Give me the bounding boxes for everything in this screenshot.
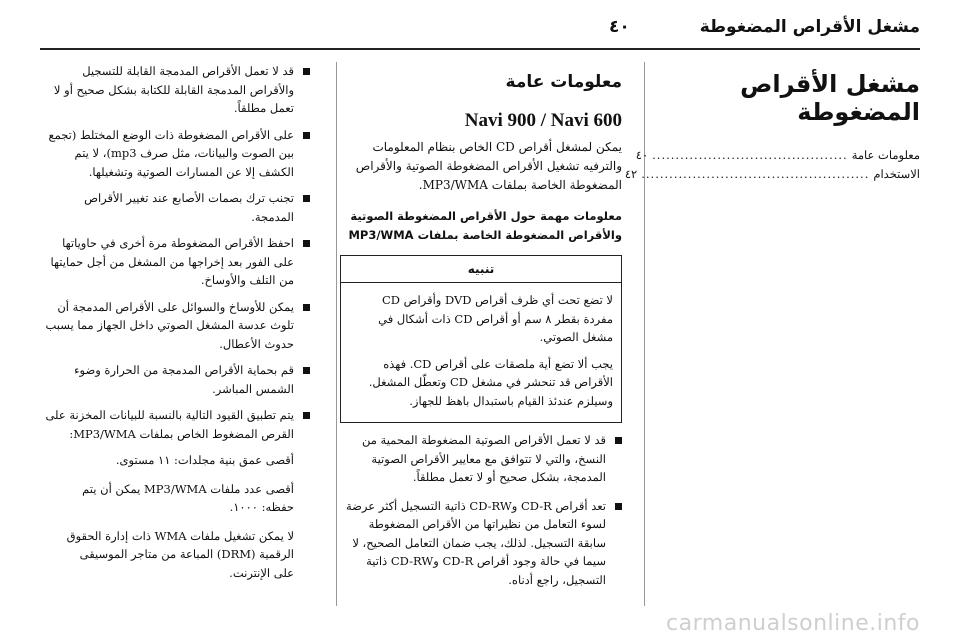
list-item-text: تعد أقراص CD-R وCD-RW ذاتية التسجيل أكثر عرضة لسوء التعامل من نظيراتها من الأقراص المضغوطة سابقة التسجيل. لذلك، يجب ضمان التعامل الصحيح، لا سيما في حالة وجود أقراص CD-R وCD-RW ذاتية التسجيل، راجع أدناه.	[345, 498, 606, 587]
page-header	[40, 10, 920, 44]
bullet-square-icon	[303, 240, 310, 247]
toc-page: ٤٢	[624, 167, 638, 181]
column-toc	[624, 62, 920, 612]
list-item-text: قد لا تعمل الأقراص الصوتية المضغوطة المحمية من النسخ، والتي لا تتوافق مع معايير الأقراص الصوتية المدمجة، بشكل صحيح أو لا تعمل مطلقاً.	[361, 433, 606, 484]
caution-title: تنبيه	[341, 256, 621, 283]
bullet-square-icon	[303, 304, 310, 311]
caution-paragraph: يجب ألا تضع أية ملصقات على أقراص CD. فهذه الأقراص قد تنحشر في مشغل CD وتعطّل المشغل. وسيلزم عندئذ القيام باستبدال باهظ للجهاز.	[368, 356, 613, 408]
list-item-text: على الأقراص المضغوطة ذات الوضع المختلط (تجمع بين الصوت والبيانات، مثل صرف mp3)، لا يتم الكشف إلا عن المسارات الصوتية وتشغيلها.	[48, 127, 294, 179]
bullet-square-icon	[303, 132, 310, 139]
table-of-contents	[624, 148, 920, 181]
intro-paragraph: يمكن لمشغل أقراص CD الخاص بنظام المعلومات والترفيه تشغيل الأقراص المضغوطة الصوتية والأقراص المضغوطة الخاصة بملفات MP3/WMA.	[355, 140, 622, 192]
toc-entry-general-info[interactable]	[635, 148, 920, 162]
watermark-text: carmanualsonline.info	[666, 611, 920, 636]
list-item	[340, 431, 622, 487]
list-item	[40, 298, 310, 354]
bullet-list	[40, 62, 310, 443]
page-number: ٤٠	[608, 17, 630, 37]
list-item-text: احفظ الأقراص المضغوطة مرة أخرى في حاوياتها على الفور بعد إخراجها من المشغل من أجل حمايتها من التلف والأوساخ.	[50, 236, 294, 287]
toc-entry-usage[interactable]	[624, 167, 920, 181]
list-item	[40, 361, 310, 398]
toc-leader: ..........................................	[652, 148, 848, 162]
list-item	[40, 62, 310, 118]
list-item-text: قد لا تعمل الأقراص المدمجة القابلة للتسجيل والأقراص المدمجة القابلة للكتابة بشكل صحيح أو لا تعمل مطلقاً.	[53, 64, 294, 115]
bullet-square-icon	[303, 367, 310, 374]
column-disc-notes	[40, 62, 310, 612]
toc-label: معلومات عامة	[851, 148, 920, 162]
toc-leader: .................................................	[641, 167, 870, 181]
caution-box	[340, 255, 622, 423]
bullet-square-icon	[615, 503, 622, 510]
toc-page: ٤٠	[635, 148, 649, 162]
toc-label: الاستخدام	[873, 167, 920, 181]
list-item-text: تجنب ترك بصمات الأصابع عند تغيير الأقراص المدمجة.	[84, 191, 294, 224]
bullet-square-icon	[303, 68, 310, 75]
caution-paragraph: لا تضع تحت أي ظرف أقراص DVD وأقراص CD مفردة بقطر ٨ سم أو أقراص CD ذات أشكال في مشغل الصوتي.	[378, 293, 613, 344]
list-item-text: قم بحماية الأقراص المدمجة من الحرارة وضوء الشمس المباشر.	[74, 363, 294, 396]
list-item	[340, 497, 622, 590]
running-title: مشغل الأقراص المضغوطة	[699, 17, 920, 37]
bullet-square-icon	[303, 195, 310, 202]
column-divider	[644, 62, 645, 606]
restriction-text: لا يمكن تشغيل ملفات WMA ذات إدارة الحقوق الرقمية (DRM) المباعة من متاجر الموسيقى على الإنترنت.	[66, 528, 294, 580]
section-heading: معلومات عامة	[505, 72, 622, 92]
model-name: Navi 900 / Navi 600	[464, 110, 622, 131]
list-item-text: يتم تطبيق القيود التالية بالنسبة للبيانات المخزنة على القرص المضغوط الخاص بملفات MP3/WMA:	[45, 408, 294, 441]
list-item	[40, 406, 310, 443]
chapter-heading: مشغل الأقراص المضغوطة	[740, 70, 920, 126]
column-general-info	[340, 62, 622, 612]
restriction-text: أقصى عدد ملفات MP3/WMA يمكن أن يتم حفظه: ١٠٠٠.	[82, 481, 294, 514]
list-item	[40, 234, 310, 290]
list-item-text: يمكن للأوساخ والسوائل على الأقراص المدمجة أن تلوث عدسة المشغل الصوتي داخل الجهاز مما يسبب حدوث الأعطال.	[45, 299, 294, 351]
bullet-square-icon	[303, 412, 310, 419]
bullet-square-icon	[615, 437, 622, 444]
column-divider	[336, 62, 337, 606]
subsection-heading: معلومات مهمة حول الأقراص المضغوطة الصوتية والأقراص المضغوطة الخاصة بملفات MP3/WMA	[348, 209, 622, 242]
restriction-text: أقصى عمق بنية مجلدات: ١١ مستوى.	[115, 453, 294, 467]
list-item	[40, 189, 310, 226]
header-rule	[40, 48, 920, 50]
list-item	[40, 126, 310, 182]
bullet-list	[340, 431, 622, 589]
caution-body	[341, 283, 621, 422]
